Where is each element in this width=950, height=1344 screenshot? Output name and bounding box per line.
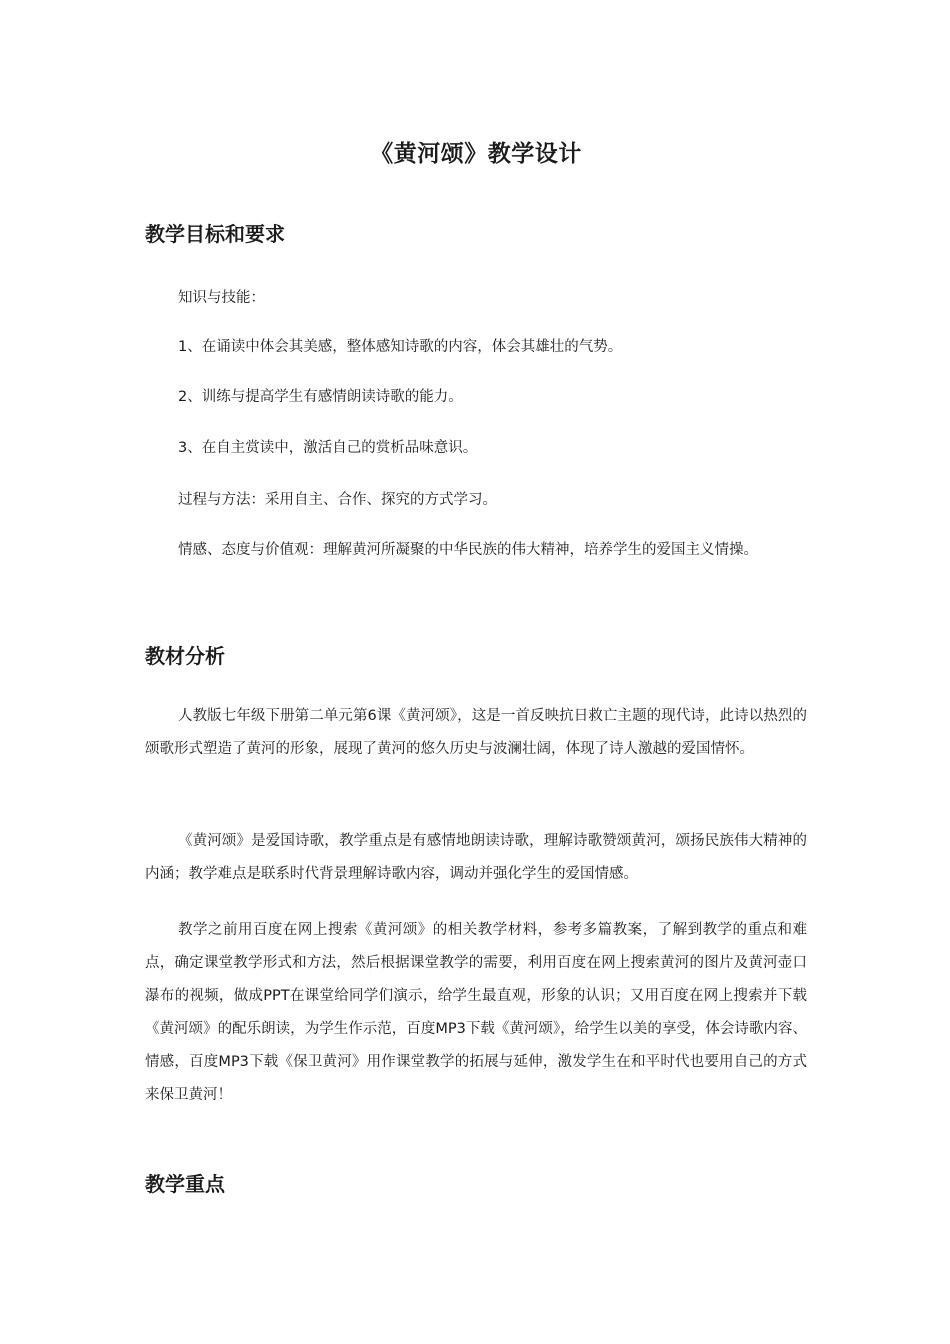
section-heading-teaching-focus: 教学重点 bbox=[145, 1172, 225, 1196]
section-heading-objectives: 教学目标和要求 bbox=[145, 222, 285, 246]
paragraph-emotion-values: 情感、态度与价值观：理解黄河所凝聚的中华民族的伟大精神，培养学生的爱国主义情操。 bbox=[178, 542, 758, 558]
paragraph-material-intro: 人教版七年级下册第二单元第6课《黄河颂》，这是一首反映抗日救亡主题的现代诗，此诗以热烈的颂歌形式塑造了黄河的形象，展现了黄河的悠久历史与波澜壮阔，体现了诗人激越的爱国情怀。 bbox=[145, 708, 807, 757]
paragraph-objective-2: 2、训练与提高学生有感情朗读诗歌的能力。 bbox=[178, 389, 463, 405]
document-title: 《黄河颂》教学设计 bbox=[370, 141, 582, 167]
paragraph-process-method: 过程与方法：采用自主、合作、探究的方式学习。 bbox=[178, 492, 497, 508]
paragraph-material-preparation: 教学之前用百度在网上搜索《黄河颂》的相关教学材料，参考多篇教案，了解到教学的重点和难点，确定课堂教学形式和方法，然后根据课堂教学的需要，利用百度在网上搜索黄河的图片及黄河壶口瀑布的视频，做成PPT在课堂给同学们演示，给学生最直观，形象的认识；又用百度在网上搜索并下载《黄河颂》的配乐朗读，为学生作示范，百度MP3下载《黄河颂》，给学生以美的享受，体会诗歌内容、情感，百度MP3下载《保卫黄河》用作课堂教学的拓展与延伸，激发学生在和平时代也要用自己的方式来保卫黄河！ bbox=[145, 922, 807, 1103]
section-heading-material-analysis: 教材分析 bbox=[145, 644, 225, 668]
paragraph-material-focus: 《黄河颂》是爱国诗歌，教学重点是有感情地朗读诗歌，理解诗歌赞颂黄河，颂扬民族伟大精神的内涵；教学难点是联系时代背景理解诗歌内容，调动并强化学生的爱国情感。 bbox=[145, 833, 807, 882]
paragraph-objective-1: 1、在诵读中体会其美感，整体感知诗歌的内容，体会其雄壮的气势。 bbox=[178, 339, 623, 355]
paragraph-objective-3: 3、在自主赏读中，激活自己的赏析品味意识。 bbox=[178, 440, 478, 456]
paragraph-knowledge-skills-label: 知识与技能： bbox=[178, 290, 265, 306]
